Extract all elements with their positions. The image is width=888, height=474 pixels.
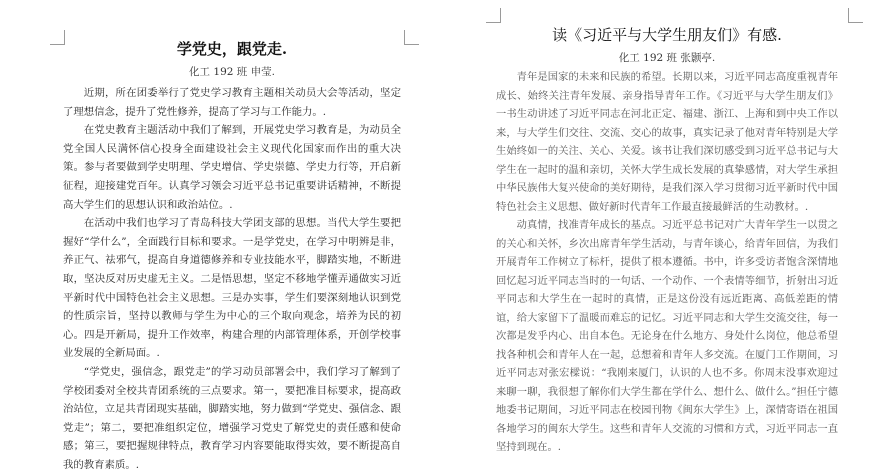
crop-mark-top-right (848, 8, 863, 23)
right-page-content[interactable] (496, 26, 838, 457)
paragraph: “学党史，强信念，跟党走”的学习动员部署会中，我们学习了解到了学校团委对全校共青团系统的三点要求。第一，要把准目标要求，提高政治站位，立足共青团现实基础，脚踏实地，努力做到“学党史、强信念、跟党走”；第二，要把准组织定位，增强学习党史了解党史的责任感和使命感；第三，要把握规律特点，教育学习内容要能取得实效，要不断提高自我的教育素质。. (63, 365, 401, 471)
left-page-content[interactable] (63, 38, 401, 474)
author-byline: 化工 192 班 张颢亭. (618, 52, 716, 64)
document-title: 学党史，跟党走. (176, 40, 288, 58)
paragraph: 动真情，找准青年成长的基点。习近平总书记对广大青年学生一以贯之的关心和关怀，乡次出席青年学生活动，与青年谈心，给青年回信，为我们开展青年工作树立了标杆，提供了根本遵循。书中，许多受访者饱含深情地回忆起习近平同志当时的一句话、一个动作、一个表情等细节，折射出习近平同志和大学生在一起时的真情，正是这份没有远近距离、高低差距的情谊，给大家留下了温暖而难忘的记忆。习近平同志和大学生交流交往，每一次都是发乎内心、出自本色。无论身在什么地方、身处什么岗位，他总希望找各种机会和青年人在一起，总想着和青年人多交流。在厦门工作期间，习近平同志对张宏樑说：“我刚来厦门，认识的人也不多。你周末没事欢迎过来聊一聊，我很想了解你们大学生都在学什么、想什么、做什么。”担任宁德地委书记期间，习近平同志在校园刊物《闽东大学生》上，深情寄语在祖国各地学习的闽东大学生。这些和青年人交流的习惯和方式，习近平同志一直坚持到现在。. (496, 219, 838, 453)
crop-mark-top-right (404, 30, 419, 45)
document-page-right[interactable] (444, 0, 888, 474)
paragraph: 青年是国家的未来和民族的希望。长期以来，习近平同志高度重视青年成长、始终关注青年发展、亲身指导青年工作。《习近平与大学生朋友们》一书生动讲述了习近平同志在河北正定、福建、浙江、上海和到中央工作以来，与大学生们交往、交流、交心的故事，真实记录了他对青年特别是大学生始终如一的关注、关心、关爱。该书让我们深切感受到习近平总书记与大学生在一起时的温和亲切，关怀大学生成长发展的真挚感情，对大学生承担中华民族伟大复兴使命的美好期待，是我们深入学习贯彻习近平新时代中国特色社会主义思想、做好新时代青年工作最直接最鲜活的生动教材。. (496, 71, 838, 213)
paragraph: 在活动中我们也学习了青岛科技大学团支部的思想。当代大学生要把握好“学什么”，全面践行目标和要求。一是学党史，在学习中明辨是非，养正气、祛邪气，提高自身道德修养和专业技能水平，脚踏实地，不断进取，坚决反对历史虚无主义。二是悟思想，坚定不移地学懂弄通做实习近平新时代中国特色社会主义思想。三是办实事，学生们要深刻地认识到党的性质宗旨，坚持以教师与学生为中心的三个取向观念，培养为民的初心。四是开新局，提升工作效率，构建合理的内部管理体系，开创学校事业发展的全新局面。. (63, 217, 401, 360)
paragraph: 近期，所在团委举行了党史学习教育主题相关动员大会等活动，坚定了理想信念，提升了党性修养，提高了学习与工作能力。. (63, 87, 401, 118)
author-byline: 化工 192 班 申莹. (189, 66, 275, 78)
document-title: 读《习近平与大学生朋友们》有感. (552, 26, 782, 44)
crop-mark-top-left (486, 8, 501, 23)
paragraph: 在党史教育主题活动中我们了解到，开展党史学习教育是，为动员全党全国人民满怀信心投身全面建设社会主义现代化国家而作出的重大决策。参与者要做到学史明理、学史增信、学史崇德、学史力行等，开启新征程，迎接建党百年。认真学习领会习近平总书记重要讲话精神，不断提高大学生们的思想认识和政治站位。. (63, 124, 401, 211)
